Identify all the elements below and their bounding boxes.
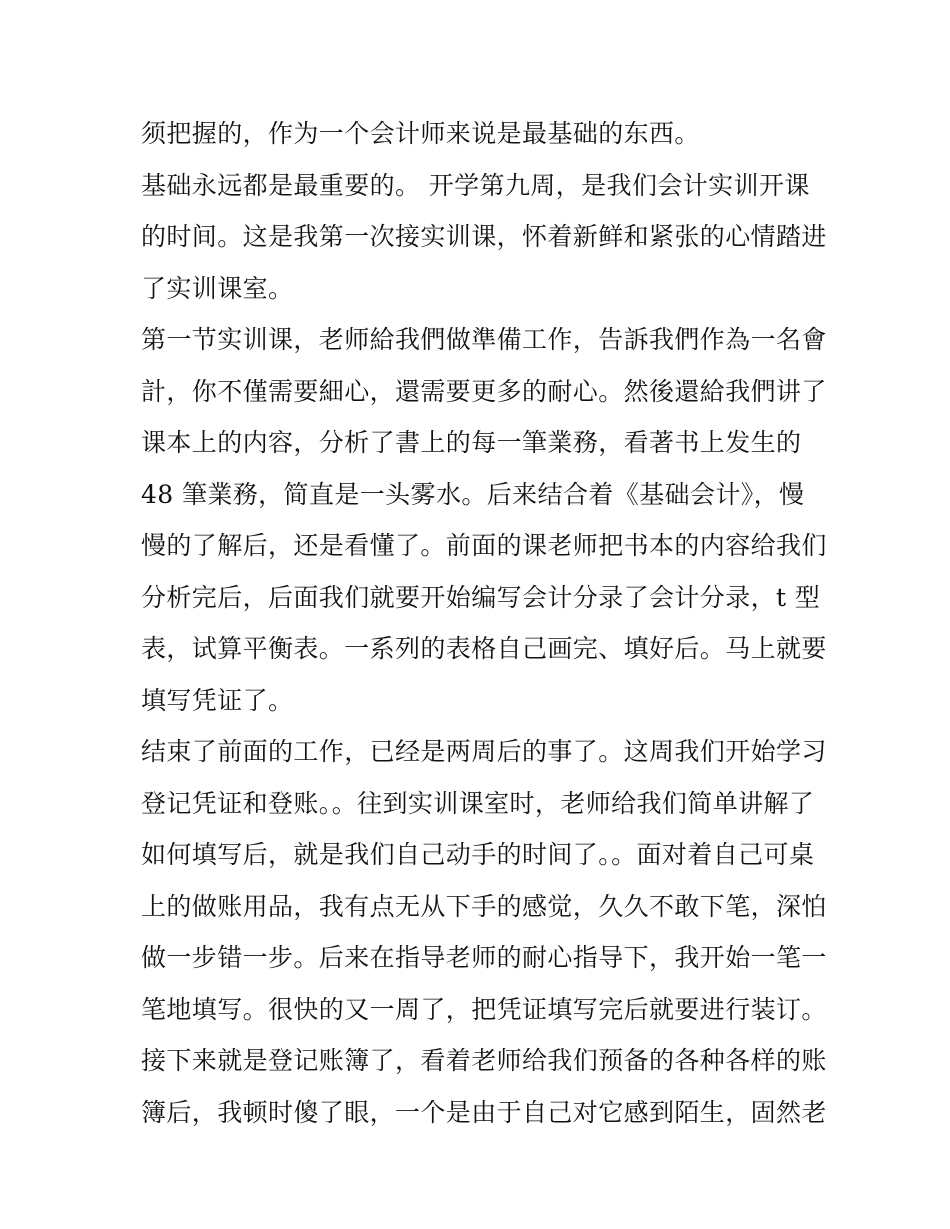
- text-line: 了实训课室。: [141, 273, 294, 303]
- text-line: 笔地填写。很快的又一周了，把凭证填写完后就要进行装订。: [141, 994, 827, 1024]
- text-line: 分析完后，后面我们就要开始编写会计分录了会计分录，t 型: [141, 582, 821, 612]
- text-line: 的时间。这是我第一次接实训课，怀着新鲜和紧张的心情踏进: [141, 222, 827, 251]
- text-line: 48 筆業務，简直是一头雾水。后来结合着《基础会计》，慢: [141, 479, 805, 509]
- text-line: 须把握的，作为一个会计师来说是最基础的东西。: [141, 119, 700, 148]
- text-line: 接下来就是登记账簿了，看着老师给我们预备的各种各样的账: [141, 1046, 827, 1075]
- text-line: 計，你不僅需要細心，還需要更多的耐心。然後還給我們讲了: [141, 376, 827, 406]
- text-line: 上的做账用品，我有点无从下手的感觉，久久不敢下笔，深怕: [141, 891, 827, 921]
- body-text: [141, 108, 827, 1138]
- text-line: 如何填写后，就是我们自己动手的时间了。。面对着自己可桌: [141, 840, 815, 869]
- text-line: 慢的了解后，还是看懂了。前面的课老师把书本的内容给我们: [141, 531, 827, 560]
- text-line: 表，试算平衡表。一系列的表格自己画完、填好后。马上就要: [141, 634, 827, 663]
- text-line: 填写凭证了。: [141, 685, 294, 715]
- text-line: 簿后，我顿时傻了眼，一个是由于自己对它感到陌生，固然老: [141, 1097, 827, 1127]
- text-line: 第一节实训课，老师給我們做準備工作，告訴我們作為一名會: [141, 325, 827, 354]
- text-line: 基础永远都是最重要的。 开学第九周，是我们会计实训开课: [141, 170, 810, 200]
- text-line: 做一步错一步。后来在指导老师的耐心指导下，我开始一笔一: [141, 943, 827, 972]
- text-line: 登记凭证和登账。。往到实训课室时，老师给我们简单讲解了: [141, 788, 815, 818]
- text-line: 结束了前面的工作，已经是两周后的事了。这周我们开始学习: [141, 737, 827, 766]
- text-line: 课本上的内容，分析了書上的每一筆業務，看著书上发生的: [141, 428, 802, 457]
